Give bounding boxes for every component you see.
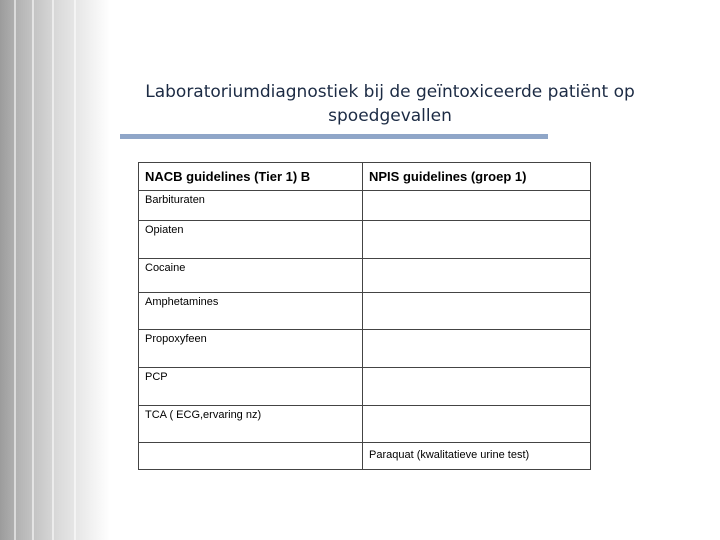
cell-nacb: Cocaine bbox=[139, 259, 363, 293]
comparison-table bbox=[138, 162, 591, 470]
cell-npis bbox=[363, 259, 591, 293]
cell-nacb: Propoxyfeen bbox=[139, 330, 363, 368]
cell-npis: Paraquat (kwalitatieve urine test) bbox=[363, 443, 591, 470]
slide-title: Laboratoriumdiagnostiek bij de geïntoxiceerde patiënt op spoedgevallen bbox=[145, 82, 635, 126]
cell-nacb: PCP bbox=[139, 368, 363, 406]
title-underline bbox=[120, 134, 548, 139]
table-row bbox=[139, 259, 591, 293]
table-row bbox=[139, 221, 591, 259]
cell-npis bbox=[363, 293, 591, 330]
cell-npis bbox=[363, 406, 591, 443]
table-row bbox=[139, 293, 591, 330]
cell-nacb: Barbituraten bbox=[139, 191, 363, 221]
cell-npis bbox=[363, 368, 591, 406]
cell-nacb: Opiaten bbox=[139, 221, 363, 259]
table-row bbox=[139, 330, 591, 368]
cell-npis bbox=[363, 191, 591, 221]
header-npis: NPIS guidelines (groep 1) bbox=[363, 163, 591, 191]
cell-nacb: TCA ( ECG,ervaring nz) bbox=[139, 406, 363, 443]
table-row bbox=[139, 443, 591, 470]
table-row bbox=[139, 406, 591, 443]
cell-nacb bbox=[139, 443, 363, 470]
table-row bbox=[139, 191, 591, 221]
table-row bbox=[139, 368, 591, 406]
cell-npis bbox=[363, 221, 591, 259]
header-nacb: NACB guidelines (Tier 1) B bbox=[139, 163, 363, 191]
cell-nacb: Amphetamines bbox=[139, 293, 363, 330]
side-decoration bbox=[0, 0, 110, 540]
table-header-row bbox=[139, 163, 591, 191]
cell-npis bbox=[363, 330, 591, 368]
